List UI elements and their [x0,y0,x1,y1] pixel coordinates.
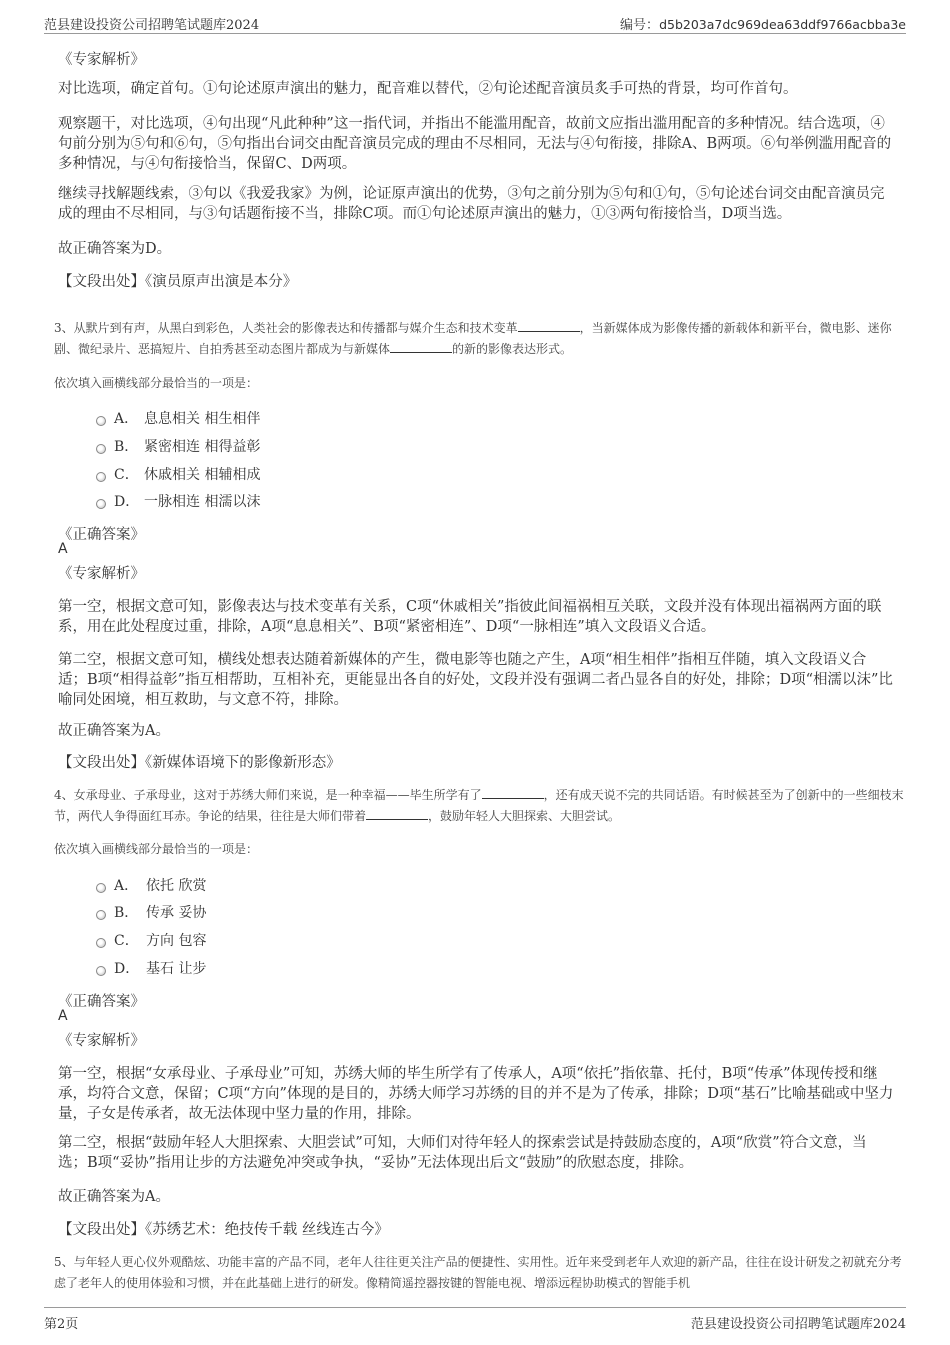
q3-prompt: 依次填入画横线部分最恰当的一项是： [54,376,259,390]
q4-answer-title: 《正确答案》 [58,994,145,1010]
q3-option-b[interactable]: B． 紧密相连 相得益彰 [96,438,260,456]
q2-conclusion: 故正确答案为D。 [58,241,172,257]
blank-line [482,786,544,799]
q4-conclusion: 故正确答案为A。 [58,1189,170,1205]
q4-stem: 4、女承母业、子承母业，这对于苏绣大师们来说，是一种幸福——毕生所学有了 ，还有成天说不完的共同话语。有时候甚至为了创新中的一些细枝末节，两代人争得面红耳赤。争论的结果，往往是大师们带着 ，鼓励年轻人大胆探索、大胆尝试。 [54,788,904,823]
radio-icon[interactable] [96,938,106,948]
q3-analysis-p2: 第二空，根据文意可知，横线处想表达随着新媒体的产生，微电影等也随之产生，A项“相生相伴”指相互伴随，填入文段语义合适；B项“相得益彰”指互相帮助，互相补充，更能显出各自的好处，文段并没有强调二者凸显各自的好处，排除；D项“相濡以沫”比喻同处困境，相互救助，与文意不符，排除。 [58,652,893,708]
q3-expert-title: 《专家解析》 [58,566,145,582]
radio-icon[interactable] [96,472,106,482]
q4-prompt: 依次填入画横线部分最恰当的一项是： [54,842,259,856]
q4-source: 【文段出处】《苏绣艺术：绝技传千载 丝线连古今》 [58,1222,389,1238]
q2-analysis-p3: 继续寻找解题线索，③句以《我爱我家》为例，论证原声演出的优势，③句之前分别为⑤句和①句，⑤句论述台词交由配音演员完成的理由不尽相同，与③句话题衔接不当，排除C项。而①句论述原声演出的魅力，①③两句衔接恰当，D项当选。 [58,186,885,222]
q2-analysis-p1: 对比选项，确定首句。①句论述原声演出的魅力，配音难以替代，②句论述配音演员炙手可热的背景，均可作首句。 [58,81,798,97]
q4-analysis-p1: 第一空，根据“女承母业、子承母业”可知，苏绣大师的毕生所学有了传承人，A项“依托”指依靠、托付，B项“传承”体现传授和继承，均符合文意，保留；C项“方向”体现的是目的，苏绣大师学习苏绣的目的并不是为了传承，排除；D项“基石”比喻基础或中坚力量，子女是传承者，故无法体现中坚力量的作用，排除。 [58,1066,894,1122]
q3-option-d[interactable]: D． 一脉相连 相濡以沫 [96,493,260,511]
q2-analysis-p2: 观察题干，对比选项，④句出现“凡此种种”这一指代词，并指出不能滥用配音，故前文应指出滥用配音的多种情况。结合选项，④句前分别为⑤句和⑥句，⑤句指出台词交由配音演员完成的理由不尽相同，无法与④句衔接，排除A、B两项。⑥句举例滥用配音的多种情况，与④句衔接恰当，保留C、D两项。 [58,116,892,172]
q3-stem: 3、从默片到有声，从黑白到彩色，人类社会的影像表达和传播都与媒介生态和技术变革 ，当新媒体成为影像传播的新载体和新平台，微电影、迷你剧、微纪录片、恶搞短片、自拍秀甚至动态图片都成为与新媒体 的新的影像表达形式。 [54,321,892,356]
header-divider [44,33,906,34]
radio-icon[interactable] [96,883,106,893]
q3-source: 【文段出处】《新媒体语境下的影像新形态》 [58,755,341,771]
footer-title: 范县建设投资公司招聘笔试题库2024 [690,1317,906,1332]
footer-divider [44,1307,906,1308]
q5-stem: 5、与年轻人更心仪外观酷炫、功能丰富的产品不同，老年人往往更关注产品的便捷性、实用性。近年来受到老年人欢迎的新产品，往往在设计研发之初就充分考虑了老年人的使用体验和习惯，并在此基础上进行的研发。像精简遥控器按键的智能电视、增添远程协助模式的智能手机 [54,1255,902,1290]
radio-icon[interactable] [96,499,106,509]
q4-option-d[interactable]: D． 基石 让步 [96,960,206,978]
q4-analysis-p2: 第二空，根据“鼓励年轻人大胆探索、大胆尝试”可知，大师们对待年轻人的探索尝试是持鼓励态度的，A项“欣赏”符合文意，当选；B项“妥协”指用让步的方法避免冲突或争执，“妥协”无法体现出后文“鼓励”的欣慰态度，排除。 [58,1135,867,1171]
blank-line [390,340,452,353]
q4-option-c[interactable]: C． 方向 包容 [96,932,206,950]
q3-analysis-p1: 第一空，根据文意可知，影像表达与技术变革有关系，C项“休戚相关”指彼此间福祸相互关联，文段并没有体现出福祸两方面的联系，用在此处程度过重，排除，A项“息息相关”、B项“紧密相连”、D项“一脉相连”填入文段语义合适。 [58,599,882,635]
q3-option-c[interactable]: C． 休戚相关 相辅相成 [96,466,260,484]
code-value: d5b203a7dc969dea63ddf9766acbba3e [659,17,906,32]
q3-answer: A [58,541,68,557]
document-code [620,14,906,33]
radio-icon[interactable] [96,966,106,976]
q2-source: 【文段出处】《演员原声出演是本分》 [58,274,298,290]
radio-icon[interactable] [96,910,106,920]
q4-answer: A [58,1008,68,1024]
q4-option-b[interactable]: B． 传承 妥协 [96,904,206,922]
code-label: 编号： [620,18,660,33]
blank-line [518,319,580,332]
q4-expert-title: 《专家解析》 [58,1033,145,1049]
page-number: 第2页 [44,1317,79,1332]
radio-icon[interactable] [96,444,106,454]
q3-option-a[interactable]: A． 息息相关 相生相伴 [96,410,260,428]
q3-answer-title: 《正确答案》 [58,527,145,543]
q4-option-a[interactable]: A． 依托 欣赏 [96,877,206,895]
blank-line [366,807,428,820]
q2-expert-title: 《专家解析》 [58,52,145,68]
radio-icon[interactable] [96,416,106,426]
header-title: 范县建设投资公司招聘笔试题库2024 [44,18,260,33]
q3-conclusion: 故正确答案为A。 [58,723,170,739]
